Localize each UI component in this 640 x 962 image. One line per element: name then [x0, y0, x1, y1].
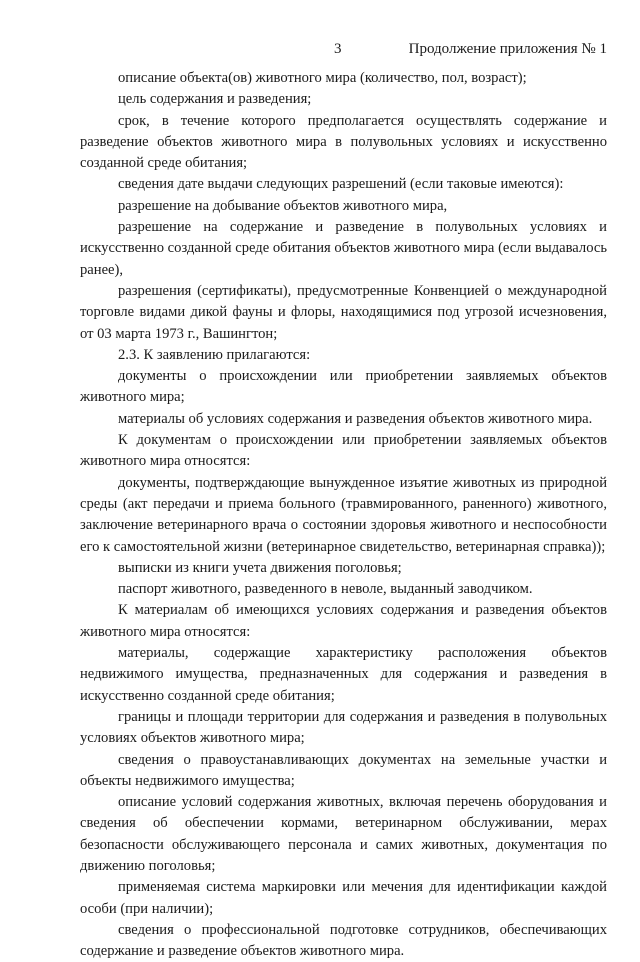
- paragraph: разрешения (сертификаты), предусмотренные Конвенцией о международной торговле видами дикой фауны и флоры, находящимися под угрозой исчезновения, от 03 марта 1973 г., Вашингтон;: [80, 282, 607, 342]
- paragraph: границы и площади территории для содержания и разведения в полувольных условиях объектов животного мира;: [80, 708, 607, 747]
- paragraph: разрешение на добывание объектов животного мира,: [118, 197, 448, 214]
- paragraph: документы, подтверждающие вынужденное изъятие животных из природной среды (акт передачи и приема больного (травмированного, раненного) животного, заключение ветеринарного врача о состоянии здоровья животного и неспособности его к самостоятельной жизни (ветеринарное свидетельство, ветеринарная справка));: [80, 474, 607, 555]
- paragraph: К материалам об имеющихся условиях содержания и разведения объектов животного мира относятся:: [80, 602, 607, 640]
- paragraph: сведения дате выдачи следующих разрешений (если таковые имеются):: [118, 176, 564, 193]
- paragraph: выписки из книги учета движения поголовья;: [118, 559, 402, 576]
- paragraph: документы о происхождении или приобретении заявляемых объектов животного мира;: [80, 368, 607, 406]
- paragraph: сведения о правоустанавливающих документах на земельные участки и объекты недвижимого имущества;: [80, 751, 607, 789]
- paragraph: описание условий содержания животных, включая перечень оборудования и сведения об обеспечении кормами, ветеринарном обслуживании, мерах безопасности обслуживающего персонала и самих животных, документация по движению поголовья;: [80, 794, 607, 874]
- paragraph: разрешение на содержание и разведение в полувольных условиях и искусственно созданной среде обитания объектов животного мира (если выдавалось ранее),: [80, 219, 607, 278]
- appendix-title: Продолжение приложения № 1: [408, 41, 607, 57]
- section-heading: 2.3. К заявлению прилагаются:: [118, 346, 311, 363]
- paragraph: К документам о происхождении или приобретении заявляемых объектов животного мира относятся:: [80, 432, 607, 470]
- paragraph: срок, в течение которого предполагается осуществлять содержание и разведение объектов животного мира в полувольных условиях и искусственно созданной среде обитания;: [80, 112, 607, 172]
- paragraph: материалы об условиях содержания и разведения объектов животного мира.: [118, 410, 593, 427]
- paragraph: паспорт животного, разведенного в неволе, выданный заводчиком.: [118, 581, 533, 598]
- paragraph: материалы, содержащие характеристику расположения объектов недвижимого имущества, предназначенных для содержания и разведения в искусственно созданной среде обитания;: [80, 645, 607, 704]
- paragraph: цель содержания и разведения;: [118, 91, 312, 108]
- paragraph: применяемая система маркировки или мечения для идентификации каждой особи (при наличии);: [80, 879, 607, 917]
- document-body: [80, 68, 607, 962]
- paragraph: сведения о профессиональной подготовке сотрудников, обеспечивающих содержание и разведение объектов животного мира.: [80, 921, 607, 960]
- paragraph: описание объекта(ов) животного мира (количество, пол, возраст);: [118, 70, 527, 86]
- page-number: 3: [334, 41, 342, 57]
